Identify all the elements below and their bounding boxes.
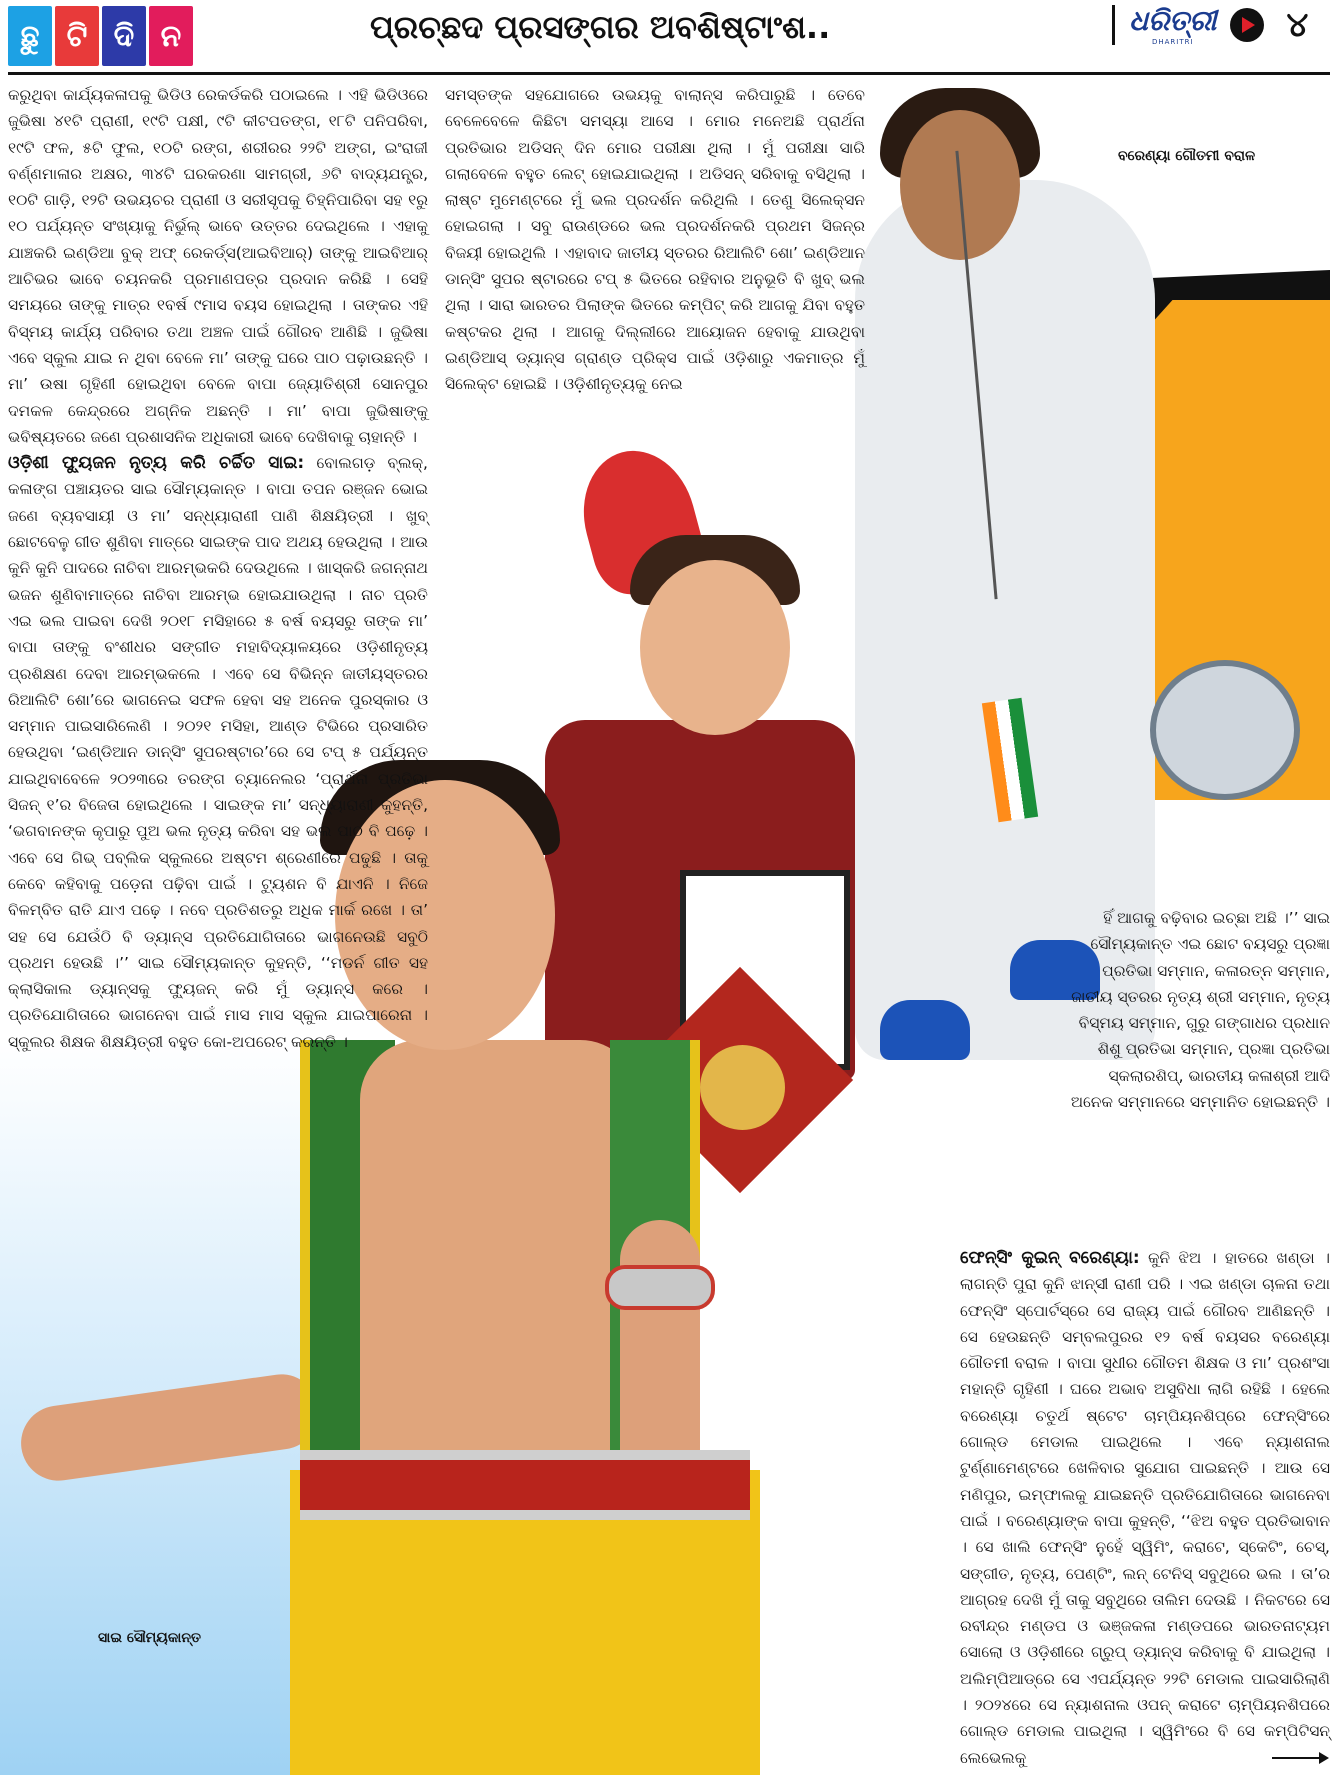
article-column-bottom: [960, 1245, 1330, 1771]
article-column-left: [8, 82, 428, 1055]
shoe-icon: [880, 1000, 970, 1060]
paragraph: ସମସ୍ତଙ୍କ ସହଯୋଗରେ ଉଭୟକୁ ବାଲାନ୍ସ କରିପାରୁଛି । ତେବେ ବେଳେବେଳେ କିଛିଟା ସମସ୍ୟା ଆସେ । ମୋର ମନେଅଛି ପ୍ରାର୍ଥନା ପ୍ରତିଭାର ଅଡିସନ୍ ଦିନ ମୋର ପରୀକ୍ଷା ଥିଲା । ମୁଁ ପରୀକ୍ଷା ସାରି ଗଲାବେଳେ ବହୁତ ଲେଟ୍ ହୋଇଯାଇଥିଲା । ଅଡିସନ୍ ସରିବାକୁ ବସିଥିଲା । ଲାଷ୍ଟ ମୁମେଣ୍ଟରେ ମୁଁ ଭଲ ପ୍ରଦର୍ଶନ କରିଥିଲି । ତେଣୁ ସିଲେକ୍ସନ ହୋଇଗଲା । ସବୁ ରାଉଣ୍ଡରେ ଭଲ ପ୍ରଦର୍ଶନକରି ପ୍ରଥମ ସିଜନ୍‌ର ବିଜୟୀ ହୋଇଥିଲି । ଏହାବାଦ ଜାତୀୟ ସ୍ତରର ରିଆଲିଟି ଶୋ’ ଇଣ୍ଡିଆନ ଡାନ୍ସିଂ ସୁପର ଷ୍ଟାରରେ ଟପ୍ ୫ ଭିତରେ ରହିବାର ଅନୁଭୂତି ବି ଖୁବ୍ ଭଲ ଥିଲା । ସାରା ଭାରତର ପିଲାଙ୍କ ଭିତରେ କମ୍ପିଟ୍ କରି ଆଗକୁ ଯିବା ବହୁତ କଷ୍ଟକର ଥିଲା । ଆଗକୁ ଦିଲ୍ଲୀରେ ଆୟୋଜନ ହେବାକୁ ଯାଉଥିବା ଇଣ୍ଡିଆସ୍ ଡ୍ୟାନ୍ସ ଗ୍ରାଣ୍ଡ ପ୍ରିକ୍ସ ପାଇଁ ଓଡ଼ିଶାରୁ ଏକମାତ୍ର ମୁଁ ସିଲେକ୍ଟ ହୋଇଛି । ଓଡ଼ିଶୀନୃତ୍ୟକୁ ନେଇ: [445, 86, 865, 394]
section-logo-block: ନ: [149, 6, 193, 66]
paragraph: ହିଁ ଆଗକୁ ବଢ଼ିବାର ଇଚ୍ଛା ଅଛି ।’’ ସାଇ ସୌମ୍ୟକାନ୍ତ ଏଇ ଛୋଟ ବୟସରୁ ପ୍ରଜ୍ଞା ପ୍ରତିଭା ସମ୍ମାନ, କଳାରତ୍ନ ସମ୍ମାନ, ଜାତୀୟ ସ୍ତରର ନୃତ୍ୟ ଶ୍ରୀ ସମ୍ମାନ, ନୃତ୍ୟ ବିସ୍ମୟ ସମ୍ମାନ, ଗୁରୁ ଗଙ୍ଗାଧର ପ୍ରଧାନ ଶିଶୁ ପ୍ରତିଭା ସମ୍ମାନ, ପ୍ରଜ୍ଞା ପ୍ରତିଭା ସ୍କଲାରଶିପ୍, ଭାରତୀୟ କଳାଶ୍ରୀ ଆଦି ଅନେକ ସମ୍ମାନରେ ସମ୍ମାନିତ ହୋଇଛନ୍ତି ।: [1070, 909, 1330, 1112]
brand: [1112, 4, 1308, 46]
subheading: ଓଡ଼ିଶୀ ଫ୍ୟୁଜନ ନୃତ୍ୟ କରି ଚର୍ଚ୍ଚିତ ସାଇ:: [8, 453, 305, 474]
article-column-right: [1070, 905, 1330, 1115]
play-icon: [1230, 8, 1264, 42]
paragraph: [960, 1245, 1330, 1771]
section-logo-block: ଛୁ: [8, 6, 52, 66]
brand-name: ଧରିତ୍ରୀ: [1129, 4, 1217, 37]
masthead: [0, 0, 1335, 72]
page-title: ପ୍ରଚ୍ଛଦ ପ୍ରସଙ୍ଗର ଅବଶିଷ୍ଟାଂଶ..: [370, 8, 831, 46]
dancer-torso: [360, 1040, 640, 1470]
divider: [1112, 5, 1115, 45]
dancer-face: [640, 560, 790, 735]
award-medallion: [700, 1045, 785, 1130]
paragraph-text: ବୋଲଗଡ଼ ବ୍ଲକ୍, କଳାଙ୍ଗ ପଞ୍ଚାୟତର ସାଇ ସୌମ୍ୟକାନ୍ତ । ବାପା ତପନ ରଞ୍ଜନ ଭୋଇ ଜଣେ ବ୍ୟବସାୟୀ ଓ ମା’ ସନ୍ଧ୍ୟାରାଣୀ ପାଣି ଶିକ୍ଷୟିତ୍ରୀ । ଖୁବ୍ ଛୋଟବେଳୁ ଗୀତ ଶୁଣିବା ମାତ୍ରେ ସାଇଙ୍କ ପାଦ ଅଥୟ ହେଉଥିଲା । ଆଉ କୁନି କୁନି ପାଦରେ ନାଚିବା ଆରମ୍ଭକରି ଦେଉଥିଲେ । ଖାସ୍‌କରି ଜଗନ୍ନାଥ ଭଜନ ଶୁଣିବାମାତ୍ରେ ନାଚିବା ଆରମ୍ଭ ହୋଇଯାଉଥିଲା । ନାଚ ପ୍ରତି ଏଇ ଭଲ ପାଇବା ଦେଖି ୨୦୧୮ ମସିହାରେ ୫ ବର୍ଷ ବୟସରୁ ତାଙ୍କ ମା’ ବାପା ତାଙ୍କୁ ବଂଶୀଧର ସଙ୍ଗୀତ ମହାବିଦ୍ୟାଳୟରେ ଓଡ଼ିଶୀନୃତ୍ୟ ପ୍ରଶିକ୍ଷଣ ଦେବା ଆରମ୍ଭକଲେ । ଏବେ ସେ ବିଭିନ୍ନ ଜାତୀୟସ୍ତରର ରିଆଲିଟି ଶୋ’ରେ ଭାଗନେଇ ସଫଳ ହେବା ସହ ଅନେକ ପୁରସ୍କାର ଓ ସମ୍ମାନ ପାଇସାରିଲେଣି । ୨୦୨୧ ମସିହା, ଆଣ୍ଡ ଟିଭିରେ ପ୍ରସାରିତ ହେଉଥିବା ‘ଇଣ୍ଡିଆନ ଡାନ୍ସିଂ ସୁପରଷ୍ଟାର’ରେ ସେ ଟପ୍ ୫ ପର୍ଯ୍ୟନ୍ତ ଯାଇଥିବାବେଳେ ୨୦୨୩ରେ ତରଙ୍ଗ ଚ୍ୟାନେଲର ‘ପ୍ରାର୍ଥନା ପ୍ରତିଭା ସିଜନ୍ ୧’ର ବିଜେତା ହୋଇଥିଲେ । ସାଇଙ୍କ ମା’ ସନ୍ଧ୍ୟାରାଣୀ କୁହନ୍ତି, ‘ଭଗବାନଙ୍କ କୃପାରୁ ପୁଅ ଭଲ ନୃତ୍ୟ କରିବା ସହ ଭଲ ପାଠ ବି ପଢ଼େ । ଏବେ ସେ ଗିଭ୍ ପବ୍ଲିକ ସ୍କୁଲରେ ଅଷ୍ଟମ ଶ୍ରେଣୀରେ ପଢୁଛି । ତାକୁ କେବେ କହିବାକୁ ପଡ଼େନା ପଢ଼ିବା ପାଇଁ । ଟ୍ୟୁଶନ ବି ଯାଏନି । ନିଜେ ବିଳମ୍ବିତ ରାତି ଯାଏ ପଢ଼େ । ନବେ ପ୍ରତିଶତରୁ ଅଧିକ ମାର୍କ ରଖେ । ତା’ ସହ ସେ ଯେଉଁଠି ବି ଡ୍ୟାନ୍ସ ପ୍ରତିଯୋଗିତାରେ ଭାଗନେଉଛି ସବୁଠି ପ୍ରଥମ ହେଉଛି ।’’ ସାଇ ସୌମ୍ୟକାନ୍ତ କୁହନ୍ତି, ‘‘ମଡର୍ନ ଗୀତ ସହ କ୍ଲାସିକାଲ ଡ୍ୟାନ୍ସକୁ ଫ୍ୟୁଜନ୍ କରି ମୁଁ ଡ୍ୟାନ୍ସ କରେ । ପ୍ରତିଯୋଗିତାରେ ଭାଗନେବା ପାଇଁ ମାସ ମାସ ସ୍କୁଲ ଯାଇପାରେନା । ସ୍କୁଲର ଶିକ୍ଷକ ଶିକ୍ଷୟିତ୍ରୀ ବହୁତ କୋ-ଅପରେଟ୍ କରନ୍ତି ।: [8, 454, 428, 1051]
photo-caption-fencer: ବରେଣ୍ୟା ଗୌତମୀ ବରାଳ: [1118, 148, 1256, 164]
paragraph: କରୁଥିବା କାର୍ଯ୍ୟକଳାପକୁ ଭିଡିଓ ରେକର୍ଡକରି ପଠାଇଲେ । ଏହି ଭିଡିଓରେ ଜୁଭିଷା ୪୧ଟି ପ୍ରାଣୀ, ୧୯ଟି ପକ୍ଷୀ, ୯ଟି କୀଟପତଙ୍ଗ, ୧୮ଟି ପନିପରିବା, ୧୯ଟି ଫଳ, ୫ଟି ଫୁଲ, ୧୦ଟି ରଙ୍ଗ, ଶରୀରର ୨୨ଟି ଅଙ୍ଗ, ଇଂରାଜୀ ବର୍ଣ୍ଣମାଳାର ଅକ୍ଷର, ୩୪ଟି ଘରକରଣା ସାମଗ୍ରୀ, ୬ଟି ବାଦ୍ୟଯନ୍ତ୍ର, ୧୦ଟି ଗାଡ଼ି, ୧୨ଟି ଉଭୟଚର ପ୍ରାଣୀ ଓ ସରୀସୃପକୁ ଚିହ୍ନିପାରିବା ସହ ୧ରୁ ୧୦ ପର୍ଯ୍ୟନ୍ତ ସଂଖ୍ୟାକୁ ନିର୍ଭୁଲ୍ ଭାବେ ଉତ୍ତର ଦେଇଥିଲେ । ଏହାକୁ ଯାଞ୍ଚକରି ଇଣ୍ଡିଆ ବୁକ୍ ଅଫ୍ ରେକର୍ଡ୍ସ(ଆଇବିଆର୍) ତାଙ୍କୁ ଆଇବିଆର୍ ଆଚିଭର ଭାବେ ଚୟନକରି ପ୍ରମାଣପତ୍ର ପ୍ରଦାନ କରିଛି । ସେହି ସମୟରେ ତାଙ୍କୁ ମାତ୍ର ୧ବର୍ଷ ୯ମାସ ବୟସ ହୋଇଥିଲା । ତାଙ୍କର ଏହି ବିସ୍ମୟ କାର୍ଯ୍ୟ ପରିବାର ତଥା ଅଞ୍ଚଳ ପାଇଁ ଗୌରବ ଆଣିଛି । ଜୁଭିଷା ଏବେ ସ୍କୁଲ ଯାଇ ନ ଥିବା ବେଳେ ମା’ ତାଙ୍କୁ ଘରେ ପାଠ ପଢ଼ାଉଛନ୍ତି । ମା’ ଉଷା ଗୃହିଣୀ ହୋଇଥିବା ବେଳେ ବାପା ଜ୍ୟୋତିଶ୍ରୀ ସୋନପୁର ଦମକଳ କେନ୍ଦ୍ରରେ ଅଗ୍ନିକ ଅଛନ୍ତି । ମା’ ବାପା ଜୁଭିଷାଙ୍କୁ ଭବିଷ୍ୟତରେ ଜଣେ ପ୍ରଶାସନିକ ଅଧିକାରୀ ଭାବେ ଦେଖିବାକୁ ଚାହାନ୍ତି ।: [8, 86, 428, 446]
header-rule: [8, 72, 1330, 75]
article-column-middle: [445, 82, 865, 398]
waist-ornament: [300, 1450, 750, 1520]
subheading: ଫେନ୍ସିଂ କୁଇନ୍ ବରେଣ୍ୟା:: [960, 1248, 1140, 1268]
section-logo-block: ଟି: [55, 6, 99, 66]
page-number: ୪: [1286, 5, 1309, 45]
brand-subtitle: DHARITRI: [1151, 38, 1194, 46]
armlet: [605, 1265, 715, 1310]
continue-arrow-icon: [1272, 1757, 1327, 1759]
section-logo: [8, 6, 196, 66]
photo-caption-dancer: ସାଇ ସୌମ୍ୟକାନ୍ତ: [98, 1630, 201, 1646]
fencing-mask: [1150, 660, 1300, 800]
brand-logo: [1129, 4, 1216, 46]
paragraph-text: କୁନି ଝିଅ । ହାତରେ ଖଣ୍ଡା । ଲାଗନ୍ତି ପୁରା କୁନି ଝାନ୍ସୀ ରାଣୀ ପରି । ଏଇ ଖଣ୍ଡା ଚାଳନା ତଥା ଫେନ୍ସିଂ ସ୍ପୋର୍ଟସ୍‌ରେ ସେ ରାଜ୍ୟ ପାଇଁ ଗୌରବ ଆଣିଛନ୍ତି । ସେ ହେଉଛନ୍ତି ସମ୍ବଲପୁରର ୧୨ ବର୍ଷ ବୟସର ବରେଣ୍ୟା ଗୌତମୀ ବରାଳ । ବାପା ସୁଧୀର ଗୌତମ ଶିକ୍ଷକ ଓ ମା’ ପ୍ରଶଂସା ମହାନ୍ତି ଗୃହିଣୀ । ଘରେ ଅଭାବ ଅସୁବିଧା ଲାଗି ରହିଛି । ହେଲେ ବରେଣ୍ୟା ଚତୁର୍ଥ ଷ୍ଟେଟ ଚାମ୍ପିୟନଶିପ୍‌ରେ ଫେନ୍ସିଂରେ ଗୋଲ୍ଡ ମେଡାଲ ପାଇଥିଲେ । ଏବେ ନ୍ୟାଶନାଲ ଟୁର୍ଣ୍ଣାମେଣ୍ଟରେ ଖେଳିବାର ସୁଯୋଗ ପାଇଛନ୍ତି । ଆଉ ସେ ମଣିପୁର, ଇମ୍ଫାଲକୁ ଯାଇଛନ୍ତି ପ୍ରତିଯୋଗିତାରେ ଭାଗନେବା ପାଇଁ । ବରେଣ୍ୟାଙ୍କ ବାପା କୁହନ୍ତି, ‘‘ଝିଅ ବହୁତ ପ୍ରତିଭାବାନ । ସେ ଖାଲି ଫେନ୍ସିଂ ନୁହେଁ ସ୍ୱିମିଂ, କରାଟେ, ସ୍କେଟିଂ, ଚେସ୍, ସଙ୍ଗୀତ, ନୃତ୍ୟ, ପେଣ୍ଟିଂ, ଲନ୍ ଟେନିସ୍ ସବୁଥିରେ ଭଲ । ତା’ର ଆଗ୍ରହ ଦେଖି ମୁଁ ତାକୁ ସବୁଥିରେ ତାଲିମ ଦେଉଛି । ନିକଟରେ ସେ ରବୀନ୍ଦ୍ର ମଣ୍ଡପ ଓ ଭଞ୍ଜକଳା ମଣ୍ଡପରେ ଭାରତନାଟ୍ୟମ ସୋଲୋ ଓ ଓଡ଼ିଶୀରେ ଗ୍ରୁପ୍ ଡ୍ୟାନ୍ସ କରିବାକୁ ବି ଯାଇଥିଲା । ଅଲିମ୍ପିଆଡ୍‌ରେ ସେ ଏପର୍ଯ୍ୟନ୍ତ ୨୨ଟି ମେଡାଲ ପାଇସାରିଲାଣି । ୨୦୨୪ରେ ସେ ନ୍ୟାଶନାଲ ଓପନ୍ କରାଟେ ଚାମ୍ପିୟନଶିପରେ ଗୋଲ୍ଡ ମେଡାଲ ପାଇଥିଲା । ସ୍ୱିମିଂରେ ବି ସେ କମ୍ପିଟିସନ୍ ଲେଭେଲକୁ: [960, 1249, 1330, 1767]
section-logo-block: ଦି: [102, 6, 146, 66]
paragraph: [8, 450, 428, 1055]
